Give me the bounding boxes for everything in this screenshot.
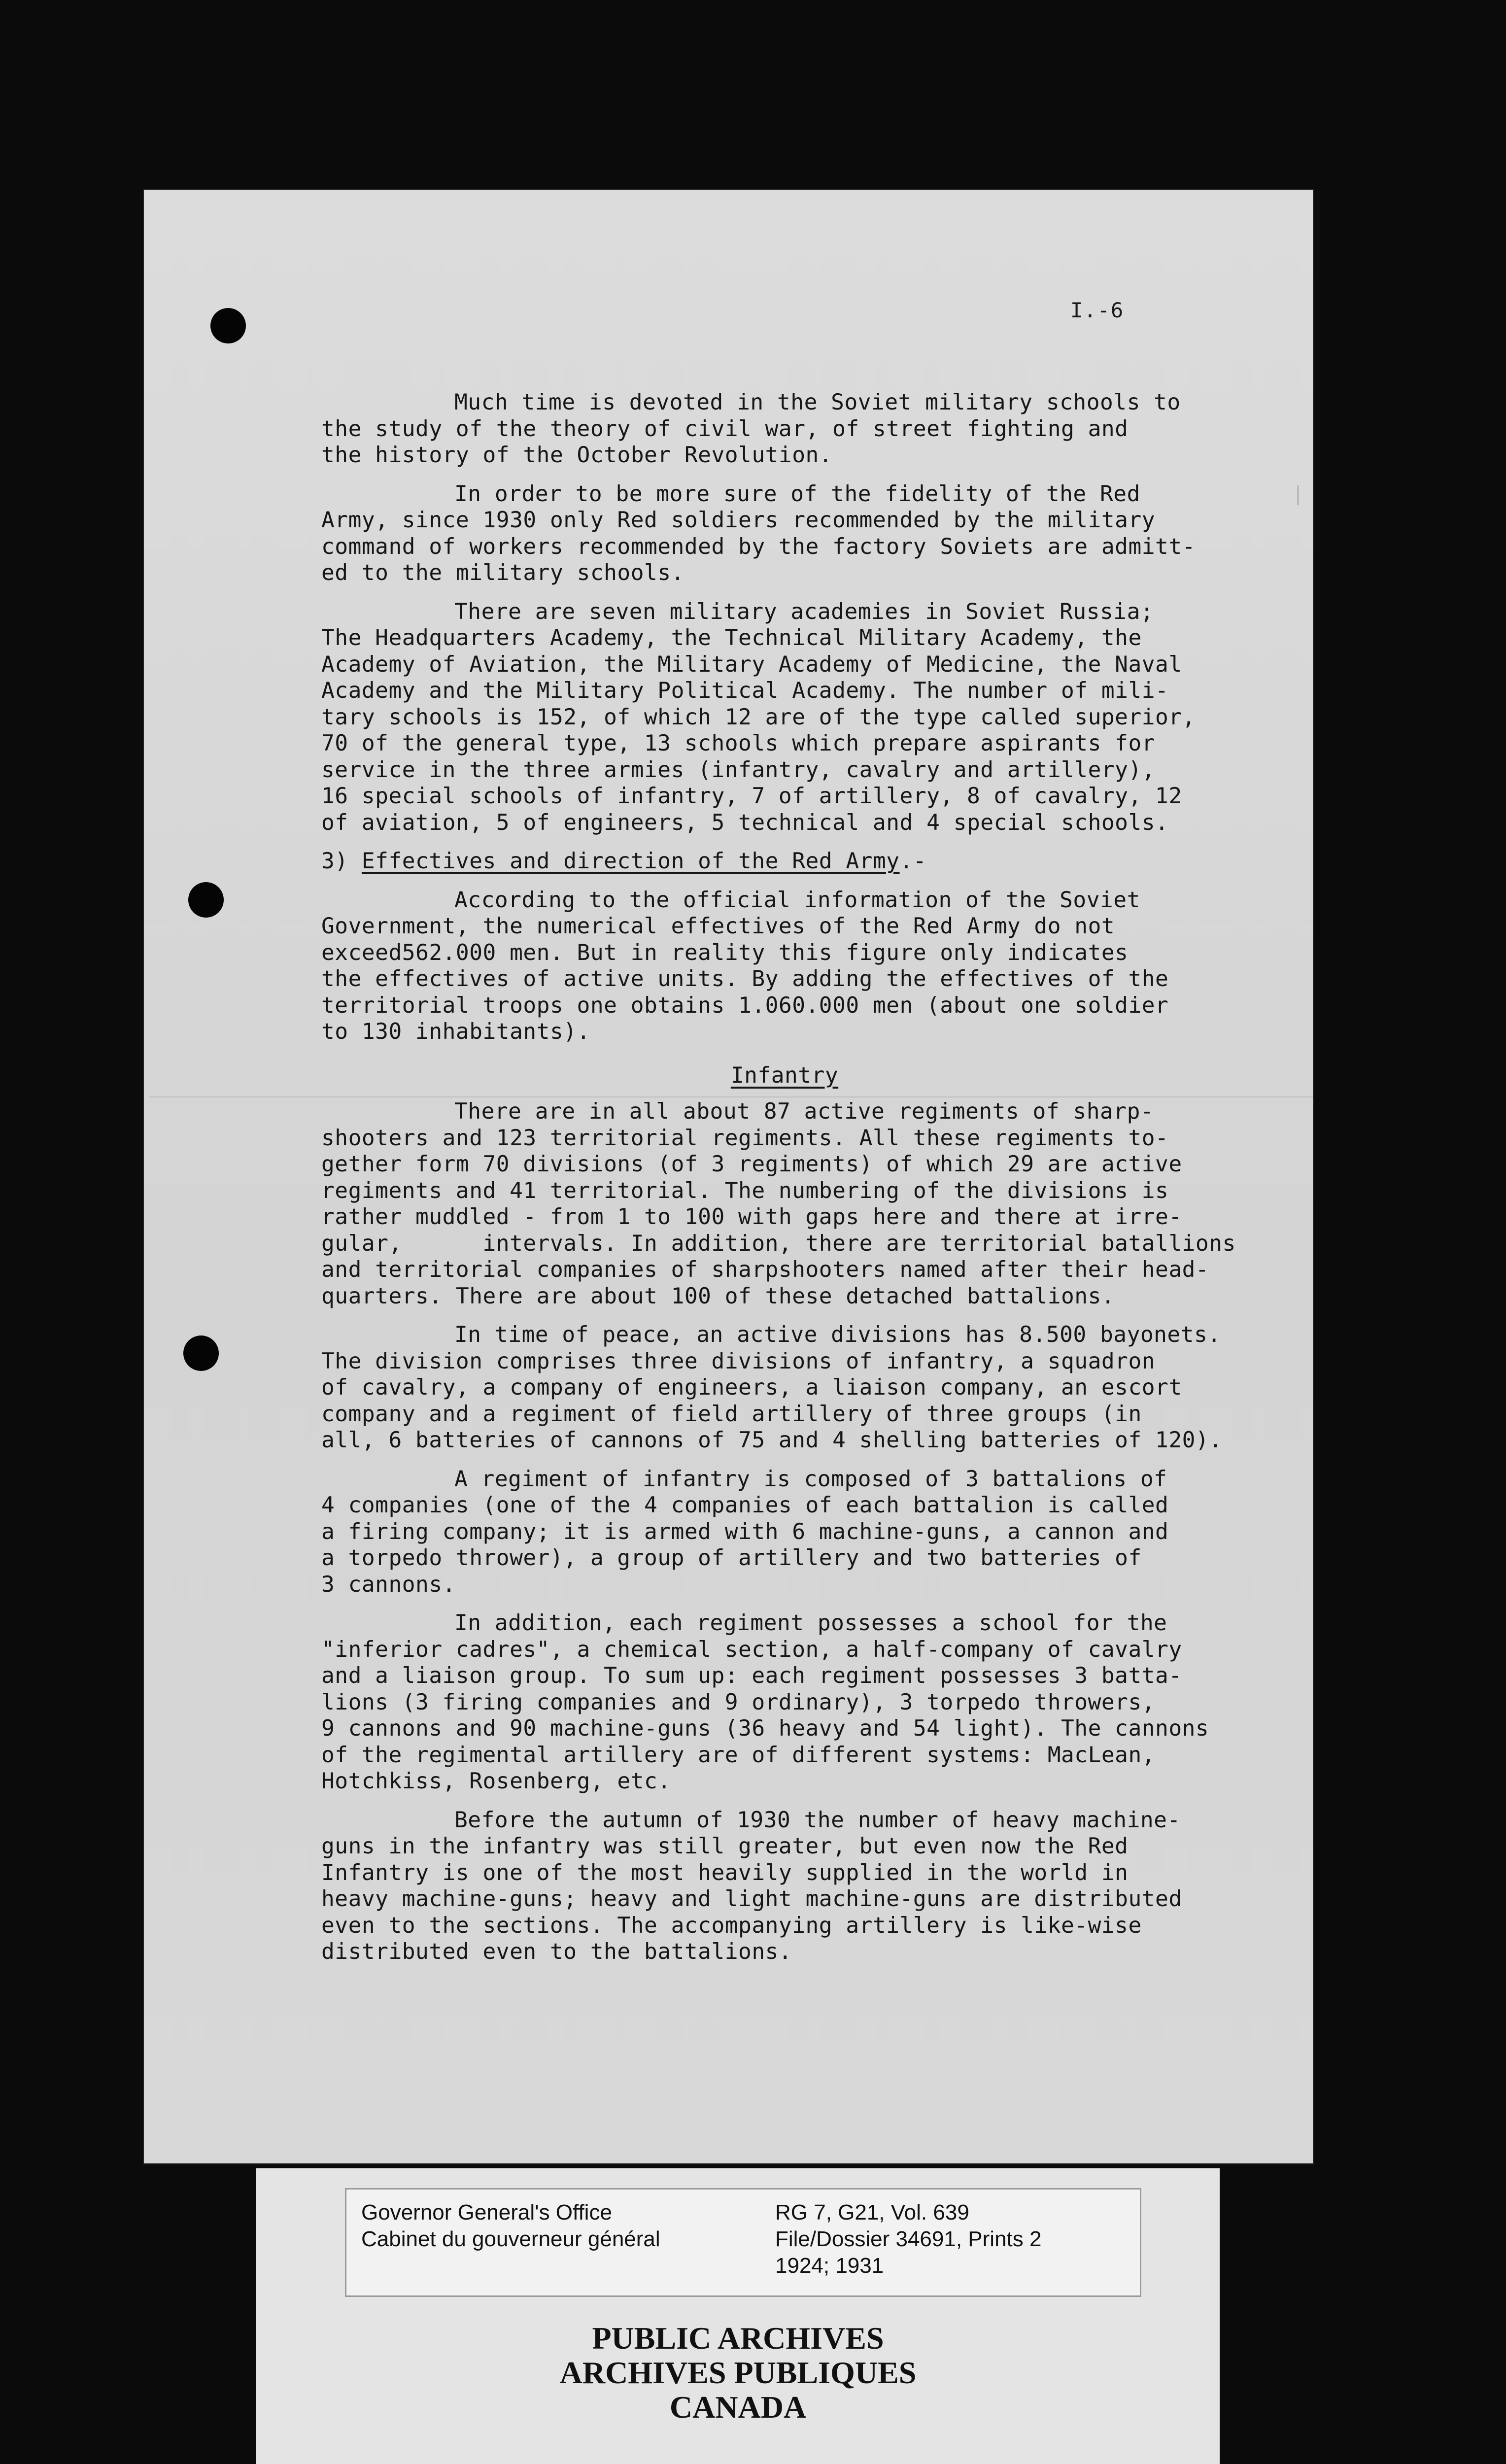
paragraph-rest: shooters and 123 territorial regiments. All these regiments to- gether form 70 divisions (of 3 regiments) of which 29 are active regiments and 41 territorial. The numbering of the divisions is rather muddled - from 1 to 100 with gaps here and there at irre- gular, intervals. In addition, there are territorial batallions and territorial companies of sharpshooters named after their head- quarters. There are about 100 of these detached battalions. [321,1125,1236,1309]
section-number: 3) [321,849,348,874]
paragraph-first-line: In time of peace, an active divisions has 8.500 bayonets. [454,1322,1221,1347]
paragraph-rest: guns in the infantry was still greater, but even now the Red Infantry is one of the most heavily supplied in the world in heavy machine-guns; heavy and light machine-guns are distributed even to the sections. The accompanying artillery is like-wise distributed even to the battalions. [321,1834,1182,1964]
paragraph-rest: Army, since 1930 only Red soldiers recommended by the military command of workers recommended by the factory Soviets are admitt- ed to the military schools. [321,508,1196,585]
archive-label-box [345,2188,1141,2297]
record-group: RG 7, G21, Vol. 639 [775,2200,969,2224]
paragraph-first-line: In order to be more sure of the fidelity of the Red [454,481,1140,507]
paragraph-first-line: Before the autumn of 1930 the number of heavy machine- [454,1807,1181,1833]
subheading-wrapper [321,1062,1248,1089]
paragraph [321,599,1248,836]
office-block [361,2199,660,2253]
paragraph [321,887,1248,1045]
file-reference: File/Dossier 34691, Prints 2 [775,2227,1042,2251]
section-title: Effectives and direction of the Red Army [361,849,900,874]
section-heading [321,848,1248,875]
punch-hole [210,308,246,343]
archives-stamp-text [256,2321,1220,2425]
punch-hole [188,882,224,918]
paragraph [321,1466,1248,1598]
office-english: Governor General's Office [361,2200,612,2224]
paragraph-first-line: According to the official information of the Soviet [454,887,1140,913]
paragraph [321,481,1248,586]
years: 1924; 1931 [775,2254,884,2278]
archive-stamp [256,2168,1220,2464]
reference-block [775,2199,1041,2279]
archives-country: CANADA [669,2390,807,2425]
paragraph-rest: "inferior cadres", a chemical section, a half-company of cavalry and a liaison group. To sum up: each regiment possesses 3 batta- lions (3 firing companies and 9 ordinary), 3 torpedo throwers, 9 cannons and 90 machine-guns (36 heavy and 54 light). The cannons of the regimental artillery are of different systems: MacLean, Hotchkiss, Rosenberg, etc. [321,1637,1209,1794]
paragraph-rest: Government, the numerical effectives of the Red Army do not exceed562.000 men. But in reality this figure only indicates the effectives of active units. By adding the effectives of the territorial troops one obtains 1.060.000 men (about one soldier to 130 inhabitants). [321,914,1169,1044]
paragraph [321,1098,1248,1309]
paragraph-first-line: In addition, each regiment possesses a school for the [454,1610,1167,1636]
paragraph [321,1322,1248,1454]
edge-mark [1297,485,1299,505]
paragraph-rest: The division comprises three divisions of infantry, a squadron of cavalry, a company of engineers, a liaison company, an escort company and a regiment of field artillery of three groups (in all, 6 batteries of cannons of 75 and 4 shelling batteries of 120). [321,1348,1223,1453]
paragraph-rest: The Headquarters Academy, the Technical Military Academy, the Academy of Aviation, the Military Academy of Medicine, the Naval Academy and the Military Political Academy. The number of mili- tary schools is 152, of which 12 are of the type called superior, 70 of the general type, 13 schools which prepare aspirants for service in the three armies (infantry, cavalry and artillery), 16 special schools of infantry, 7 of artillery, 8 of cavalry, 12 of aviation, 5 of engineers, 5 technical and 4 special schools. [321,625,1196,835]
punch-hole [183,1335,219,1371]
paragraph [321,1807,1248,1965]
paragraph [321,389,1248,469]
paragraph-rest: 4 companies (one of the 4 companies of each battalion is called a firing company; it is armed with 6 machine-guns, a cannon and a torpedo thrower), a group of artillery and two batteries of 3 cannons. [321,1493,1169,1597]
page-number: I.-6 [1070,298,1125,322]
section-suffix: .- [899,849,927,874]
archives-english: PUBLIC ARCHIVES [592,2321,884,2356]
body-text [321,389,1248,1978]
archives-french: ARCHIVES PUBLIQUES [559,2355,917,2390]
subheading-infantry: Infantry [730,1062,839,1088]
paragraph-rest: the study of the theory of civil war, of street fighting and the history of the October Revolution. [321,416,1129,468]
paragraph-first-line: Much time is devoted in the Soviet military schools to [454,390,1181,415]
paragraph-first-line: A regiment of infantry is composed of 3 battalions of [454,1466,1167,1492]
paragraph-first-line: There are seven military academies in Soviet Russia; [454,599,1154,624]
document-page [144,190,1313,2163]
paragraph [321,1610,1248,1795]
paragraph-first-line: There are in all about 87 active regiments of sharp- [454,1099,1154,1124]
office-french: Cabinet du gouverneur général [361,2227,660,2251]
